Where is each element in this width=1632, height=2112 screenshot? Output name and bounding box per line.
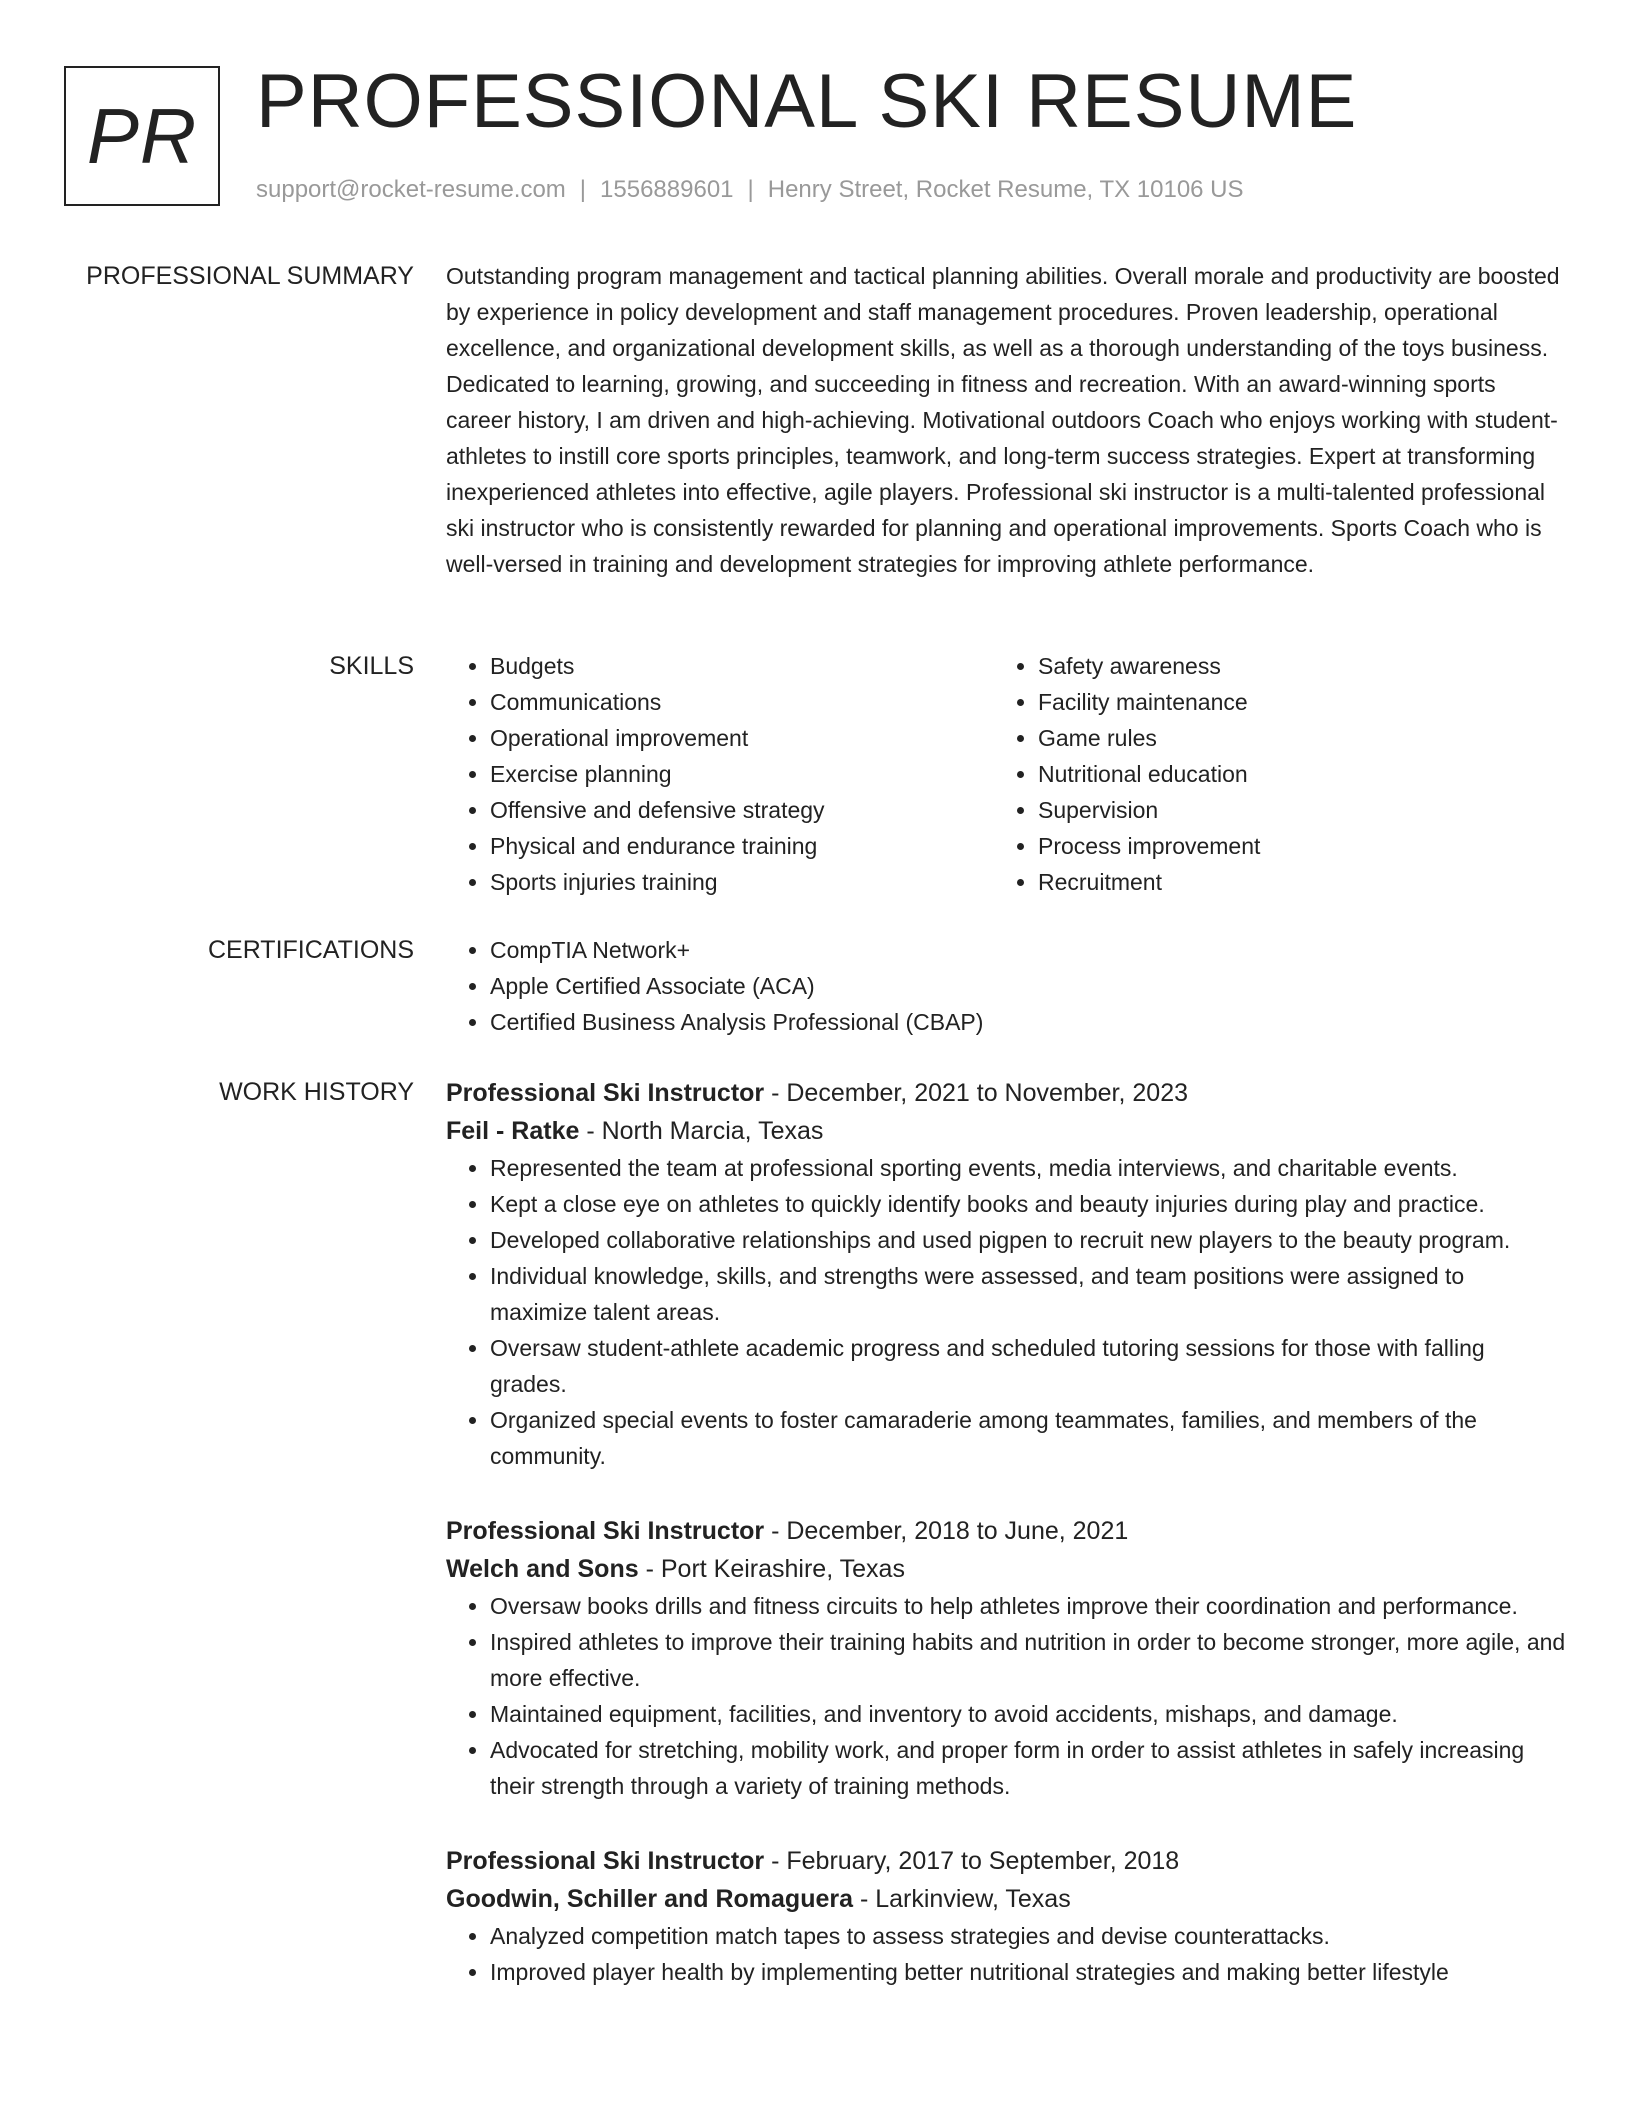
job-bullet: • Oversaw student-athlete academic progress and scheduled tutoring sessions for those with falling grades. bbox=[490, 1330, 1566, 1402]
job-title: Professional Ski Instructor bbox=[446, 1847, 765, 1875]
skill-item: • Recruitment bbox=[1038, 864, 1542, 900]
job-bullet: • Developed collaborative relationships and used pigpen to recruit new players to the beauty program. bbox=[490, 1222, 1566, 1258]
job-company: Welch and Sons bbox=[446, 1555, 639, 1583]
resume-header bbox=[0, 0, 1632, 230]
job-entry bbox=[446, 1074, 1566, 1474]
job-bullet: • Individual knowledge, skills, and strengths were assessed, and team positions were assigned to maximize talent areas. bbox=[490, 1258, 1566, 1330]
job-company-line: Goodwin, Schiller and Romaguera - Larkinview, Texas bbox=[446, 1885, 1071, 1913]
skill-item: • Budgets bbox=[490, 648, 994, 684]
job-bullet: • Analyzed competition match tapes to assess strategies and devise counterattacks. bbox=[490, 1918, 1566, 1954]
skills-list-right bbox=[994, 648, 1542, 900]
skill-item: • Process improvement bbox=[1038, 828, 1542, 864]
skill-item: • Game rules bbox=[1038, 720, 1542, 756]
certification-item: • Apple Certified Associate (ACA) bbox=[490, 968, 1566, 1004]
monogram-badge: PR bbox=[64, 66, 220, 206]
skills-column-left bbox=[446, 648, 994, 900]
skill-item: • Supervision bbox=[1038, 792, 1542, 828]
job-location: Larkinview, Texas bbox=[875, 1885, 1071, 1913]
skill-item: • Offensive and defensive strategy bbox=[490, 792, 994, 828]
skill-item: • Physical and endurance training bbox=[490, 828, 994, 864]
summary-heading: PROFESSIONAL SUMMARY bbox=[86, 262, 414, 290]
job-company: Feil - Ratke bbox=[446, 1117, 580, 1145]
job-title-line: Professional Ski Instructor - December, 2021 to November, 2023 bbox=[446, 1079, 1188, 1107]
work-history-heading: WORK HISTORY bbox=[219, 1078, 414, 1106]
contact-phone: 1556889601 bbox=[600, 176, 734, 203]
job-bullet: • Oversaw books drills and fitness circuits to help athletes improve their coordination and performance. bbox=[490, 1588, 1566, 1624]
job-dates: February, 2017 to September, 2018 bbox=[786, 1847, 1180, 1875]
skill-item: • Communications bbox=[490, 684, 994, 720]
job-company-line: Feil - Ratke - North Marcia, Texas bbox=[446, 1117, 824, 1145]
contact-address: Henry Street, Rocket Resume, TX 10106 US bbox=[767, 176, 1244, 203]
job-entry bbox=[446, 1512, 1566, 1804]
contact-separator: | bbox=[747, 176, 754, 203]
certification-item: • CompTIA Network+ bbox=[490, 932, 1566, 968]
skills-column-right bbox=[994, 648, 1542, 900]
skill-item: • Facility maintenance bbox=[1038, 684, 1542, 720]
job-location: Port Keirashire, Texas bbox=[660, 1555, 905, 1583]
certifications-list bbox=[446, 932, 1566, 1040]
job-bullets bbox=[446, 1150, 1566, 1474]
job-bullet: • Inspired athletes to improve their training habits and nutrition in order to become stronger, more agile, and more effective. bbox=[490, 1624, 1566, 1696]
work-history-body bbox=[446, 1074, 1566, 2028]
job-bullet: • Improved player health by implementing better nutritional strategies and making better lifestyle bbox=[490, 1954, 1566, 1990]
job-company-line: Welch and Sons - Port Keirashire, Texas bbox=[446, 1555, 905, 1583]
summary-body bbox=[446, 258, 1566, 582]
skill-item: • Nutritional education bbox=[1038, 756, 1542, 792]
certifications-body bbox=[446, 932, 1566, 1040]
skills-grid bbox=[446, 648, 1566, 900]
job-title: Professional Ski Instructor bbox=[446, 1517, 765, 1545]
job-title: Professional Ski Instructor bbox=[446, 1079, 765, 1107]
skill-item: • Operational improvement bbox=[490, 720, 994, 756]
skills-list-left bbox=[446, 648, 994, 900]
contact-separator: | bbox=[579, 176, 587, 203]
resume-title: PROFESSIONAL SKI RESUME bbox=[256, 59, 1358, 144]
job-dates: December, 2021 to November, 2023 bbox=[786, 1079, 1188, 1107]
skill-item: • Sports injuries training bbox=[490, 864, 994, 900]
job-entry bbox=[446, 1842, 1566, 1990]
contact-line bbox=[256, 174, 1244, 206]
certifications-heading: CERTIFICATIONS bbox=[207, 936, 414, 964]
job-bullets bbox=[446, 1588, 1566, 1804]
contact-email: support@rocket-resume.com bbox=[256, 176, 566, 203]
job-title-line: Professional Ski Instructor - December, 2018 to June, 2021 bbox=[446, 1517, 1129, 1545]
job-bullet: • Represented the team at professional sporting events, media interviews, and charitable events. bbox=[490, 1150, 1566, 1186]
job-bullet: • Advocated for stretching, mobility work, and proper form in order to assist athletes in safely increasing their strength through a variety of training methods. bbox=[490, 1732, 1566, 1804]
certification-item: • Certified Business Analysis Professional (CBAP) bbox=[490, 1004, 1566, 1040]
job-bullet: • Organized special events to foster camaraderie among teammates, families, and members of the community. bbox=[490, 1402, 1566, 1474]
job-bullets bbox=[446, 1918, 1566, 1990]
job-dates: December, 2018 to June, 2021 bbox=[786, 1517, 1129, 1545]
skills-body bbox=[446, 648, 1566, 900]
skills-heading: SKILLS bbox=[329, 652, 414, 680]
job-bullet: • Maintained equipment, facilities, and inventory to avoid accidents, mishaps, and damage. bbox=[490, 1696, 1566, 1732]
skill-item: • Exercise planning bbox=[490, 756, 994, 792]
job-company: Goodwin, Schiller and Romaguera bbox=[446, 1885, 854, 1913]
job-location: North Marcia, Texas bbox=[601, 1117, 824, 1145]
summary-text: Outstanding program management and tactical planning abilities. Overall morale and productivity are boosted by experience in policy development and staff management procedures. Proven leadership, operational excellence, and organizational development skills, as well as a thorough understanding of the toys business. Dedicated to learning, growing, and succeeding in fitness and recreation. With an award-winning sports career history, I am driven and high-achieving. Motivational outdoors Coach who enjoys working with student-athletes to instill core sports principles, teamwork, and long-term success strategies. Expert at transforming inexperienced athletes into effective, agile players. Professional ski instructor is a multi-talented professional ski instructor who is consistently rewarded for planning and operational improvements. Sports Coach who is well-versed in training and development strategies for improving athlete performance. bbox=[446, 263, 1560, 577]
job-title-line: Professional Ski Instructor - February, 2017 to September, 2018 bbox=[446, 1847, 1180, 1875]
skill-item: • Safety awareness bbox=[1038, 648, 1542, 684]
job-bullet: • Kept a close eye on athletes to quickly identify books and beauty injuries during play and practice. bbox=[490, 1186, 1566, 1222]
